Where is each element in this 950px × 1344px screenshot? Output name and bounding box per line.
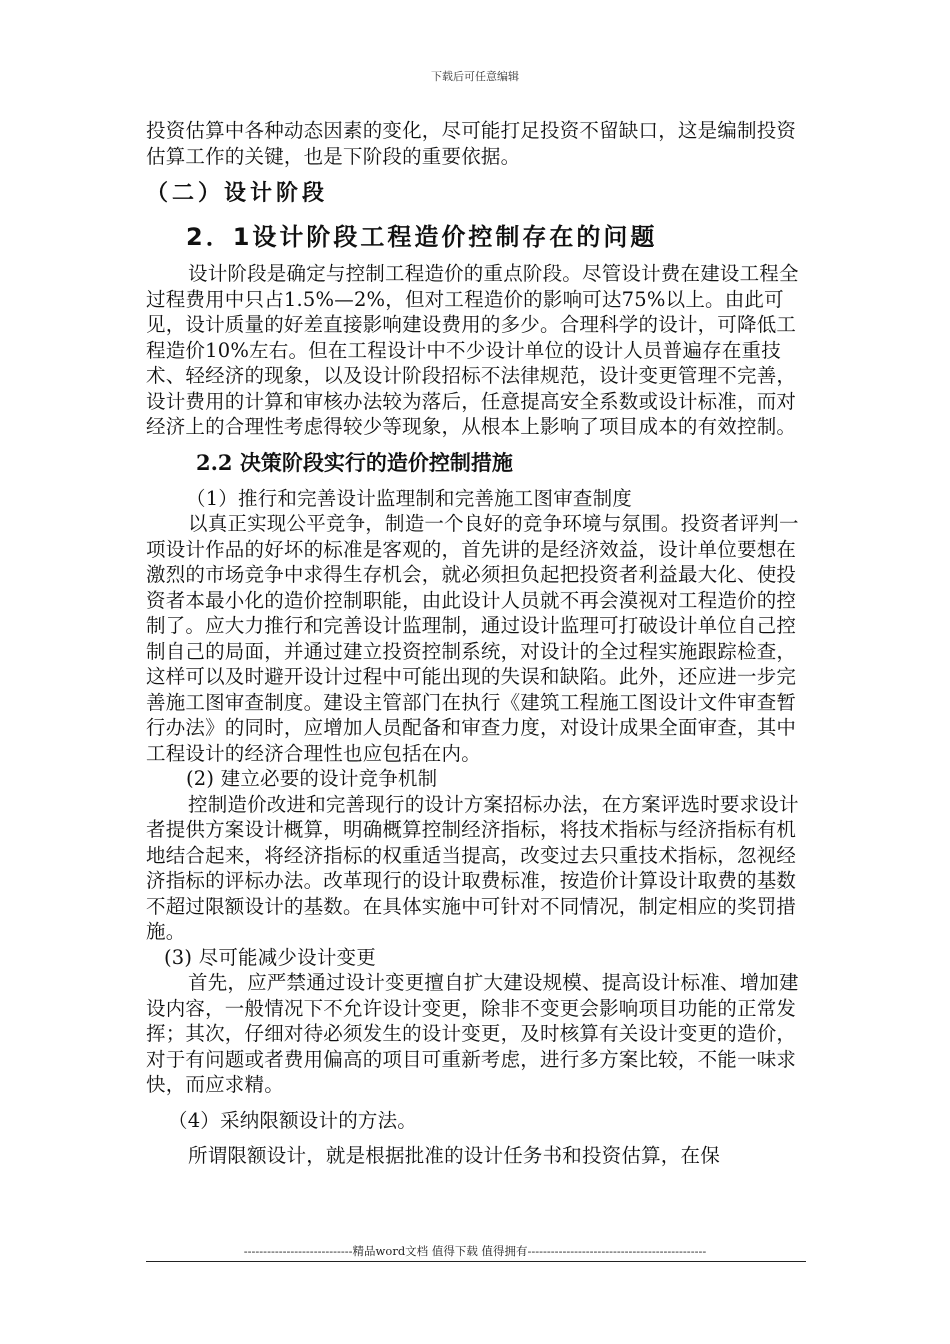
item-4-title: （4）采纳限额设计的方法。 xyxy=(168,1108,418,1132)
intro-paragraph: 投资估算中各种动态因素的变化，尽可能打足投资不留缺口，这是编制投资估算工作的关键，也是下阶段的重要依据。 xyxy=(146,119,797,168)
item-3-paragraph: 首先，应严禁通过设计变更擅自扩大建设规模、提高设计标准、增加建设内容，一般情况下不允许设计变更，除非不变更会影响项目功能的正常发挥；其次，仔细对待必须发生的设计变更，及时核算有关设计变更的造价，对于有问题或者费用偏高的项目可重新考虑，进行多方案比较，不能一味求快，而应求精。 xyxy=(146,971,799,1096)
item-2-paragraph: 控制造价改进和完善现行的设计方案招标办法，在方案评选时要求设计者提供方案设计概算，明确概算控制经济指标，将技术指标与经济指标有机地结合起来，将经济指标的权重适当提高，改变过去只重技术指标，忽视经济指标的评标办法。改革现行的设计取费标准，按造价计算设计取费的基数不超过限额设计的基数。在具体实施中可针对不同情况，制定相应的奖罚措施。 xyxy=(146,792,799,943)
page-header-note: 下载后可任意编辑 xyxy=(431,70,519,83)
document-body xyxy=(146,118,806,1169)
page-footer-note: ----------------------------精品word文档 值得下载 值得拥有---------------------------------------------- xyxy=(243,1244,707,1258)
item-4-paragraph: 所谓限额设计，就是根据批准的设计任务书和投资估算，在保 xyxy=(188,1144,720,1167)
section-heading-design-stage: （二）设计阶段 xyxy=(146,181,329,206)
item-1-paragraph: 以真正实现公平竞争，制造一个良好的竞争环境与氛围。投资者评判一项设计作品的好坏的标准是客观的，首先讲的是经济效益，设计单位要想在激烈的市场竞争中求得生存机会，就必须担负起把投资者利益最大化、使投资者本最小化的造价控制职能，由此设计人员就不再会漠视对工程造价的控制了。应大力推行和完善设计监理制，通过设计监理可打破设计单位自己控制自己的局面，并通过建立投资控制系统，对设计的全过程实施跟踪检查，这样可以及时避开设计过程中可能出现的失误和缺陷。此外，还应进一步完善施工图审查制度。建设主管部门在执行《建筑工程施工图设计文件审查暂行办法》的同时，应增加人员配备和审查力度，对设计成果全面审查，其中工程设计的经济合理性也应包括在内。 xyxy=(146,512,799,765)
paragraph-2-1: 设计阶段是确定与控制工程造价的重点阶段。尽管设计费在建设工程全过程费用中只占1.5%—2%，但对工程造价的影响可达75%以上。由此可见，设计质量的好差直接影响建设费用的多少。合理科学的设计，可降低工程造价10%左右。但在工程设计中不少设计单位的设计人员普遍存在重技术、轻经济的现象，以及设计阶段招标不法律规范，设计变更管理不完善，设计费用的计算和审核办法较为落后，任意提高安全系数或设计标准，而对经济上的合理性考虑得较少等现象，从根本上影响了项目成本的有效控制。 xyxy=(146,262,799,438)
item-3-title: (3) 尽可能减少设计变更 xyxy=(164,945,376,969)
item-1-title: （1）推行和完善设计监理制和完善施工图审查制度 xyxy=(186,486,633,510)
subsection-heading-2-2: 2.2 决策阶段实行的造价控制措施 xyxy=(196,449,513,475)
item-2-title: (2) 建立必要的设计竞争机制 xyxy=(186,767,438,790)
footer-divider xyxy=(146,1261,806,1262)
subsection-heading-2-1: 2．1设计阶段工程造价控制存在的问题 xyxy=(186,223,658,251)
